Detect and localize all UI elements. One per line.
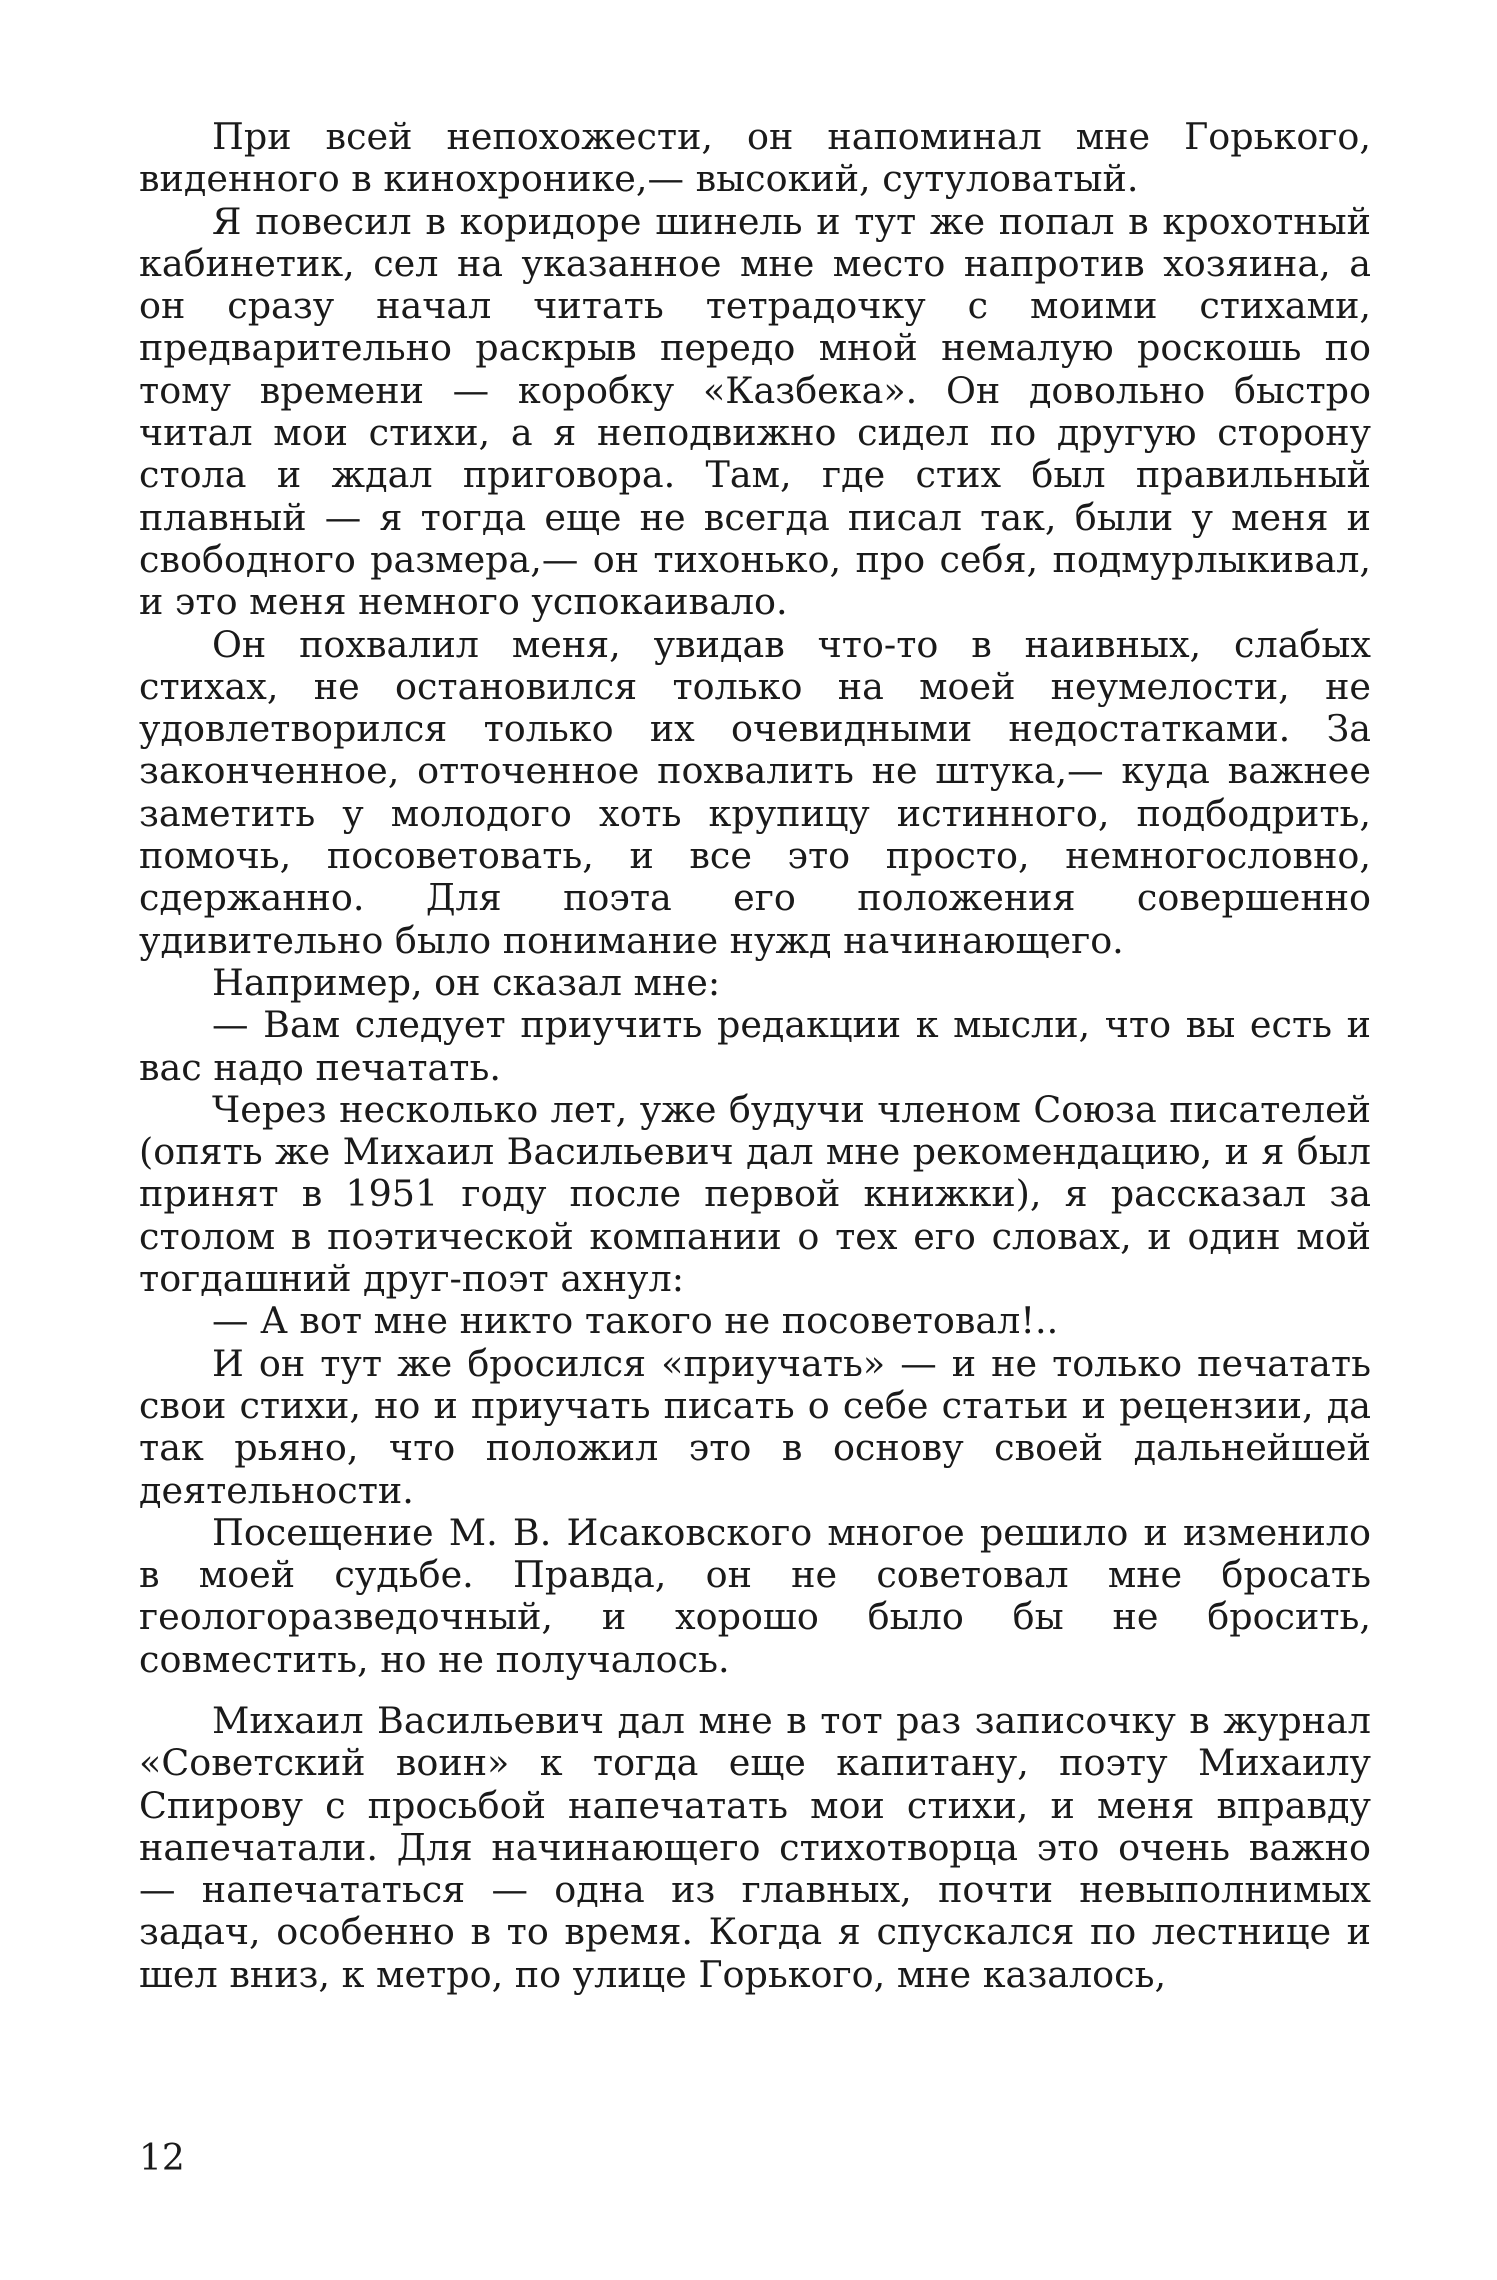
paragraph-praise: Он похвалил меня, увидав что-то в наивных, слабых стихах, не остановился только на моей неумелости, не удовлетворился только их очевидными недостатками. За законченное, отточенное похвалить не штука,— куда важнее заметить у молодого хоть крупицу истинного, подбодрить, помочь, посоветовать, и все это просто, немногословно, сдержанно. Для поэта его положения совершенно удивительно было понимание нужд начинающего. xyxy=(139,622,1371,962)
paragraph-friend-reaction: И он тут же бросился «приучать» — и не только печатать свои стихи, но и приучать писать о себе статьи и рецензии, да так рьяно, что положил это в основу своей дальнейшей деятельности. xyxy=(139,1341,1371,1512)
paragraph-writers-union: Через несколько лет, уже будучи членом Союза писателей (опять же Михаил Васильевич дал мне рекомендацию, и я был принят в 1951 году после первой книжки), я рассказал за столом в поэтической компании о тех его словах, и один мой тогдашний друг-поэт ахнул: xyxy=(139,1087,1371,1301)
paragraph-note-to-journal: Михаил Васильевич дал мне в тот раз записочку в журнал «Советский воин» к тогда еще капитану, поэту Михаилу Спирову с просьбой напечатать мои стихи, и меня вправду напечатали. Для начинающего стихотворца это очень важно — напечататься — одна из главных, почти невыполнимых задач, особенно в то время. Когда я спускался по лестнице и шел вниз, к метро, по улице Горького, мне казалось, xyxy=(139,1698,1371,1996)
page-text xyxy=(139,116,1371,1996)
paragraph-advice-quote: — Вам следует приучить редакции к мысли, что вы есть и вас надо печатать. xyxy=(139,1003,1371,1089)
paragraph-visit-result: Посещение М. В. Исаковского многое решило и изменило в моей судьбе. Правда, он не советовал мне бросать геологоразведочный, и хорошо было бы не бросить, совместить, но не получалось. xyxy=(139,1510,1371,1681)
paragraph-friend-quote: — А вот мне никто такого не посоветовал!.. xyxy=(212,1299,1059,1343)
paragraph-for-example: Например, он сказал мне: xyxy=(212,960,721,1004)
paragraph-gorky-resemblance: При всей непохожести, он напоминал мне Горького, виденного в кинохронике,— высокий, сутуловатый. xyxy=(139,115,1371,201)
paragraph-office-reading: Я повесил в коридоре шинель и тут же попал в крохотный кабинетик, сел на указанное мне место напротив хозяина, а он сразу начал читать тетрадочку с моими стихами, предварительно раскрыв передо мной немалую роскошь по тому времени — коробку «Казбека». Он довольно быстро читал мои стихи, а я неподвижно сидел по другую сторону стола и ждал приговора. Там, где стих был правильный плавный — я тогда еще не всегда писал так, были у меня и свободного размера,— он тихонько, про себя, подмурлыкивал, и это меня немного успокаивало. xyxy=(139,199,1371,624)
page-number: 12 xyxy=(139,2138,185,2179)
